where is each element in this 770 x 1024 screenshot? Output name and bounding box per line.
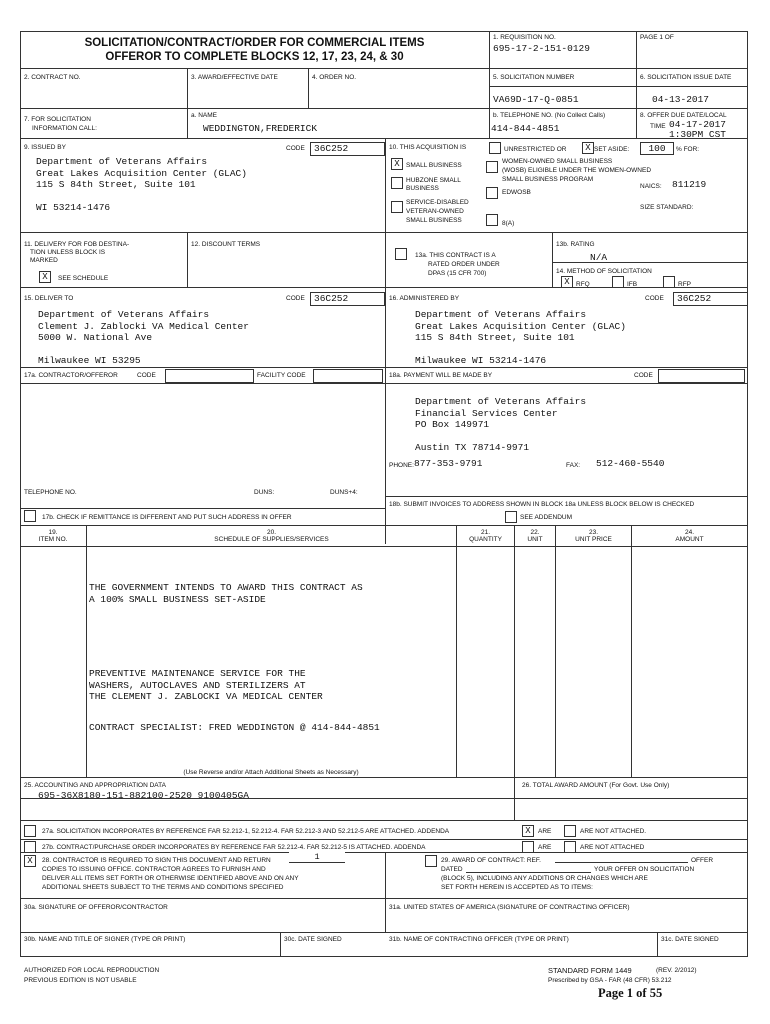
col21-num: 21. [480, 529, 491, 536]
payment-code-label: CODE [634, 372, 653, 379]
issued-by-address: Department of Veterans Affairs Great Lakes Acquisition Center (GLAC) 115 S 84th Street, Suite 101 WI 53214-1476 [36, 156, 247, 213]
footer-prev: PREVIOUS EDITION IS NOT USABLE [24, 977, 137, 984]
eight-a-label: 8(A) [502, 220, 515, 227]
accounting-value[interactable]: 695-36X8180-151-882100-2520 9100405GA [38, 790, 249, 801]
telephone-label: TELEPHONE NO. [24, 489, 77, 496]
b27b-are-checkbox[interactable] [522, 841, 534, 853]
b27b-are-label: ARE [538, 844, 552, 851]
deliver-to-address: Department of Veterans Affairs Clement J. Zablocki VA Medical Center 5000 W. National Ave Milwaukee WI 53295 [38, 309, 249, 366]
unrestricted-label: UNRESTRICTED OR [504, 146, 567, 153]
schedule-text-set-aside: THE GOVERNMENT INTENDS TO AWARD THIS CONTRACT AS A 100% SMALL BUSINESS SET-ASIDE [89, 582, 363, 605]
duns4-label: DUNS+4: [330, 489, 358, 496]
deliver-to-label: 15. DELIVER TO [24, 295, 74, 302]
b27a-not-checkbox[interactable] [564, 825, 576, 837]
b13a-label-3: DPAS (15 CFR 700) [428, 270, 487, 277]
offer-due-date[interactable]: 04-17-2017 [669, 119, 727, 130]
remittance-label: 17b. CHECK IF REMITTANCE IS DIFFERENT AND PUT SUCH ADDRESS IN OFFER [42, 514, 292, 521]
issued-by-code-label: CODE [286, 145, 305, 152]
col20-num: 20. [266, 529, 277, 536]
small-business-checkbox[interactable]: X [391, 158, 403, 170]
offer-due-label: 8. OFFER DUE DATE/LOCAL [640, 112, 727, 119]
b28-copies[interactable]: 1 [289, 852, 345, 863]
footer-prescribed: Prescribed by GSA - FAR (48 CFR) 53.212 [548, 977, 672, 984]
b27a-are-label: ARE [538, 828, 552, 835]
remittance-checkbox[interactable] [24, 510, 36, 522]
admin-code-label: CODE [645, 295, 664, 302]
wosb-checkbox[interactable] [486, 161, 498, 173]
size-standard-label: SIZE STANDARD: [640, 204, 694, 211]
naics-code[interactable]: 811219 [672, 179, 707, 190]
b27a-are-checkbox[interactable]: X [522, 825, 534, 837]
b11-label-2: TION UNLESS BLOCK IS [30, 249, 106, 256]
edwosb-label: EDWOSB [502, 189, 531, 196]
offer-due-time[interactable]: 1:30PM CST [669, 129, 727, 140]
b29-ref-field[interactable] [555, 856, 688, 863]
deliver-code[interactable]: 36C252 [310, 292, 385, 306]
b27a-checkbox[interactable] [24, 825, 36, 837]
b29-label-2b: YOUR OFFER ON SOLICITATION [594, 866, 695, 873]
facility-code-field[interactable] [313, 369, 383, 383]
schedule-text-service: PREVENTIVE MAINTENANCE SERVICE FOR THE WASHERS, AUTOCLAVES AND STERILIZERS AT THE CLEMENT J. ZABLOCKI VA MEDICAL CENTER [89, 668, 323, 702]
b1-label: 1. REQUISITION NO. [493, 34, 556, 41]
b27b-not-checkbox[interactable] [564, 841, 576, 853]
set-aside-percent[interactable]: 100 [640, 142, 674, 155]
col23-label: UNIT PRICE [575, 536, 612, 543]
page-of-label: PAGE 1 OF [640, 34, 674, 41]
phone-label: b. TELEPHONE NO. (No Collect Calls) [493, 112, 606, 119]
sdvosb-label-1: SERVICE-DISABLED [406, 199, 469, 206]
contractor-code-label: CODE [137, 372, 156, 379]
rfp-checkbox[interactable] [663, 276, 675, 288]
unrestricted-checkbox[interactable] [489, 142, 501, 154]
contractor-code-field[interactable] [165, 369, 254, 383]
naics-label: NAICS: [640, 183, 662, 190]
col22-label: UNIT [527, 536, 543, 543]
addendum-checkbox[interactable] [505, 511, 517, 523]
col20-label: SCHEDULE OF SUPPLIES/SERVICES [214, 536, 329, 543]
wosb-label-1: WOMEN-OWNED SMALL BUSINESS [502, 158, 613, 165]
b11-label-1: 11. DELIVERY FOR FOB DESTINA- [24, 241, 130, 248]
wosb-label-2: (WOSB) ELIGIBLE UNDER THE WOMEN-OWNED [502, 167, 652, 174]
ifb-label: IFB [627, 281, 638, 288]
deliver-code-label: CODE [286, 295, 305, 302]
b6-label: 6. SOLICITATION ISSUE DATE [640, 74, 732, 81]
rfp-label: RFP [678, 281, 691, 288]
requisition-number[interactable]: 695-17-2-151-0129 [493, 43, 590, 54]
b31b-label: 31b. NAME OF CONTRACTING OFFICER (TYPE OR PRINT) [389, 936, 569, 943]
small-business-label: SMALL BUSINESS [406, 162, 462, 169]
payment-label: 18a. PAYMENT WILL BE MADE BY [389, 372, 493, 379]
b28-label-3: DELIVER ALL ITEMS SET FORTH OR OTHERWISE IDENTIFIED ABOVE AND ON ANY [42, 875, 299, 882]
b30c-label: 30c. DATE SIGNED [284, 936, 342, 943]
b27b-checkbox[interactable] [24, 841, 36, 853]
rfq-checkbox[interactable]: X [561, 276, 573, 288]
b7-label-2: INFORMATION CALL: [32, 125, 97, 132]
b13a-label-1: 13a. THIS CONTRACT IS A [415, 252, 496, 259]
sdvosb-checkbox[interactable] [391, 201, 403, 213]
set-aside-checkbox[interactable]: X [582, 142, 594, 154]
payment-phone[interactable]: 877-353-9791 [414, 458, 483, 469]
form-title-line1: SOLICITATION/CONTRACT/ORDER FOR COMMERCIAL ITEMS [84, 37, 425, 49]
b5-label: 5. SOLICITATION NUMBER [493, 74, 575, 81]
b28-label-2: COPIES TO ISSUING OFFICE. CONTRACTOR AGREES TO FURNISH AND [42, 866, 266, 873]
footer-rev: (REV. 2/2012) [656, 967, 697, 974]
form-title-line2: OFFEROR TO COMPLETE BLOCKS 12, 17, 23, 24, & 30 [105, 51, 404, 63]
col19-num: 19. [48, 529, 58, 536]
b28-label-1: 28. CONTRACTOR IS REQUIRED TO SIGN THIS DOCUMENT AND RETURN [42, 857, 271, 864]
col24-label: AMOUNT [675, 536, 704, 543]
name-label: a. NAME [191, 112, 218, 119]
b29-checkbox[interactable] [425, 855, 437, 867]
rating-value[interactable]: N/A [590, 252, 608, 263]
b27a-label: 27a. SOLICITATION INCORPORATES BY REFERENCE FAR 52.212-1, 52.212-4. FAR 52.212-3 AND 52.212-5 ARE ATTACHED. ADDENDA [42, 828, 450, 835]
time-label: TIME [650, 123, 666, 130]
b30b-label: 30b. NAME AND TITLE OF SIGNER (TYPE OR PRINT) [24, 936, 186, 943]
b29-offer-label: OFFER [691, 857, 714, 864]
b27a-not-label: ARE NOT ATTACHED. [580, 828, 647, 835]
contractor-label: 17a. CONTRACTOR/OFFEROR [24, 372, 118, 379]
b27b-not-label: ARE NOT ATTACHED [580, 844, 645, 851]
b29-label-4: SET FORTH HEREIN IS ACCEPTED AS TO ITEMS: [441, 884, 593, 891]
b28-label-4: ADDITIONAL SHEETS SUBJECT TO THE TERMS AND CONDITIONS SPECIFIED [42, 884, 284, 891]
rating-label: 13b. RATING [556, 241, 595, 248]
rated-order-checkbox[interactable] [395, 248, 407, 260]
b3-label: 3. AWARD/EFFECTIVE DATE [191, 74, 278, 81]
schedule-text-specialist: CONTRACT SPECIALIST: FRED WEDDINGTON @ 414-844-4851 [89, 722, 380, 733]
sdvosb-label-2: VETERAN-OWNED [406, 208, 464, 215]
col21-label: QUANTITY [469, 536, 502, 543]
issued-by-code[interactable]: 36C252 [310, 142, 385, 156]
payment-code-field[interactable] [658, 369, 745, 383]
duns-label: DUNS: [254, 489, 275, 496]
hubzone-checkbox[interactable] [391, 177, 403, 189]
set-aside-label: SET ASIDE: [594, 146, 630, 153]
reverse-note: (Use Reverse and/or Attach Additional Sheets as Necessary) [183, 769, 359, 776]
b28-checkbox[interactable]: X [24, 855, 36, 867]
see-schedule-label: SEE SCHEDULE [58, 275, 109, 282]
addendum-label: SEE ADDENDUM [520, 514, 573, 521]
payment-address: Department of Veterans Affairs Financial Services Center PO Box 149971 Austin TX 78714-9971 [415, 396, 587, 453]
b11-label-3: MARKED [30, 257, 58, 264]
rfq-label: RFQ [576, 281, 590, 288]
contact-phone[interactable]: 414-844-4851 [491, 123, 560, 134]
b31a-label: 31a. UNITED STATES OF AMERICA (SIGNATURE OF CONTRACTING OFFICER) [389, 904, 630, 911]
b4-label: 4. ORDER NO. [312, 74, 357, 81]
payment-phone-label: PHONE: [389, 462, 414, 469]
payment-fax[interactable]: 512-460-5540 [596, 458, 665, 469]
contact-name[interactable]: WEDDINGTON,FREDERICK [203, 123, 318, 134]
b29-label-3: (BLOCK 5), INCLUDING ANY ADDITIONS OR CHANGES WHICH ARE [441, 875, 648, 882]
see-schedule-checkbox[interactable]: X [39, 271, 51, 283]
acquisition-label: 10. THIS ACQUISITION IS [389, 144, 467, 151]
admin-code[interactable]: 36C252 [673, 292, 748, 306]
ifb-checkbox[interactable] [612, 276, 624, 288]
percent-for-label: % FOR: [676, 146, 700, 153]
solicitation-number[interactable]: VA69D-17-Q-0851 [493, 94, 579, 105]
issue-date[interactable]: 04-13-2017 [652, 94, 710, 105]
sdvosb-label-3: SMALL BUSINESS [406, 217, 462, 224]
b30a-label: 30a. SIGNATURE OF OFFEROR/CONTRACTOR [24, 904, 168, 911]
administered-by-label: 16. ADMINISTERED BY [389, 295, 460, 302]
total-award-label: 26. TOTAL AWARD AMOUNT (For Govt. Use Only) [522, 782, 670, 789]
col24-num: 24. [684, 529, 695, 536]
b27b-label: 27b. CONTRACT/PURCHASE ORDER INCORPORATES BY REFERENCE FAR 52.212-4. FAR 52.212-5 IS ATTACHED. ADDENDA [42, 844, 426, 851]
page-number: Page 1 of 55 [598, 986, 663, 1000]
footer-form: STANDARD FORM 1449 [548, 966, 632, 975]
footer-auth: AUTHORIZED FOR LOCAL REPRODUCTION [24, 967, 160, 974]
accounting-label: 25. ACCOUNTING AND APPROPRIATION DATA [24, 782, 166, 789]
issued-by-label: 9. ISSUED BY [24, 144, 66, 151]
b13a-label-2: RATED ORDER UNDER [428, 261, 500, 268]
b31c-label: 31c. DATE SIGNED [661, 936, 719, 943]
col23-num: 23. [588, 529, 599, 536]
col19-label: ITEM NO. [38, 536, 68, 543]
hubzone-label-2: BUSINESS [406, 185, 439, 192]
eight-a-checkbox[interactable] [486, 214, 498, 226]
facility-code-label: FACILITY CODE [257, 372, 306, 379]
hubzone-label-1: HUBZONE SMALL [406, 177, 461, 184]
administered-by-address: Department of Veterans Affairs Great Lakes Acquisition Center (GLAC) 115 S 84th Street, Suite 101 Milwaukee WI 53214-1476 [415, 309, 626, 366]
payment-fax-label: FAX: [566, 462, 581, 469]
b29-label-2: DATED [441, 866, 463, 873]
b29-label-1: 29. AWARD OF CONTRACT: REF. [441, 857, 541, 864]
discount-terms-label: 12. DISCOUNT TERMS [191, 241, 261, 248]
col22-num: 22. [530, 529, 540, 536]
b2-label: 2. CONTRACT NO. [24, 74, 81, 81]
b29-dated-field[interactable] [466, 866, 591, 873]
wosb-label-3: SMALL BUSINESS PROGRAM [502, 176, 594, 183]
invoice-label: 18b. SUBMIT INVOICES TO ADDRESS SHOWN IN BLOCK 18a UNLESS BLOCK BELOW IS CHECKED [389, 501, 695, 508]
edwosb-checkbox[interactable] [486, 187, 498, 199]
b7-label-1: 7. FOR SOLICITATION [24, 116, 91, 123]
method-label: 14. METHOD OF SOLICITATION [556, 268, 652, 275]
